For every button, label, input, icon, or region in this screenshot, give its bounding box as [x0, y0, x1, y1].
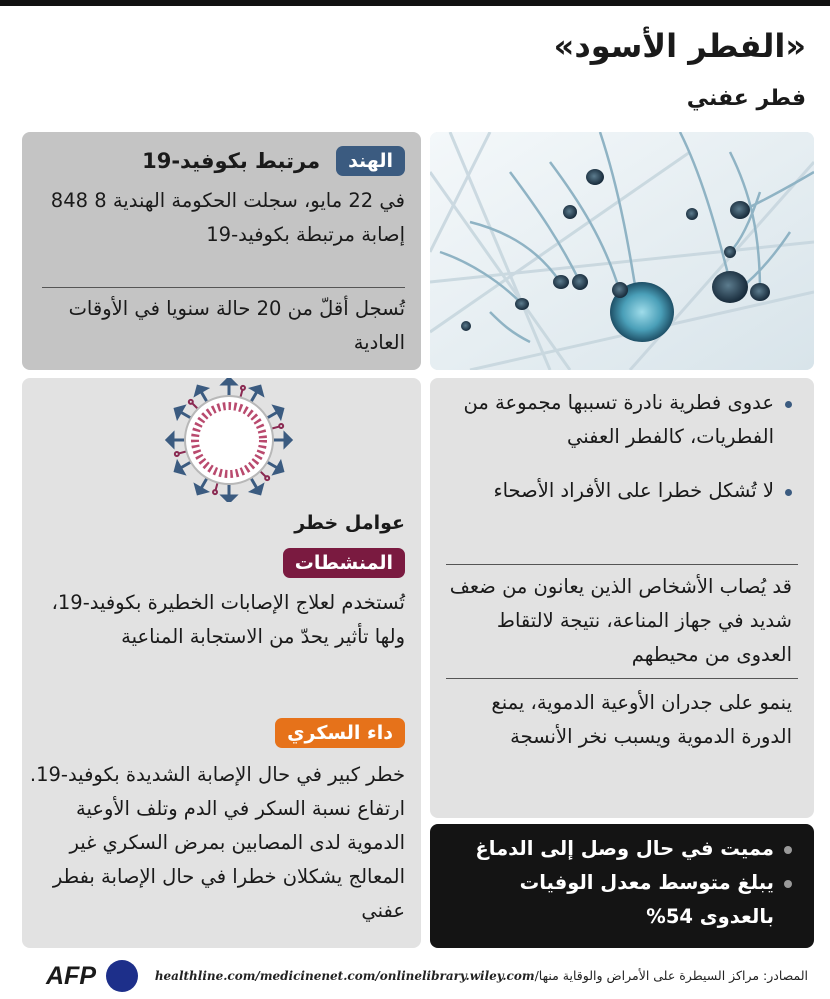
india-text-normal: تُسجل أقلّ من 20 حالة سنويا في الأوقات العادية	[68, 297, 405, 354]
top-rule	[0, 0, 830, 6]
sources-label: المصادر: مراكز السيطرة على الأمراض والوقاية منها/	[534, 968, 808, 983]
facts-divider-1	[446, 564, 798, 565]
facts-panel	[430, 378, 814, 818]
sources-line	[148, 966, 808, 986]
coronavirus-icon	[154, 378, 304, 502]
india-text-cases: في 22 مايو، سجلت الحكومة الهندية 8 848 إصابة مرتبطة بكوفيد-19	[50, 189, 405, 246]
india-heading: مرتبط بكوفيد-19	[142, 149, 321, 173]
fungus-spores-illustration	[430, 132, 814, 370]
page-subtitle: فطر عفني	[686, 86, 806, 111]
page-title: «الفطر الأسود»	[553, 27, 806, 65]
india-header	[142, 146, 405, 176]
facts-divider-2	[446, 678, 798, 679]
fatality-brain: مميت في حال وصل إلى الدماغ	[442, 832, 792, 866]
steroids-tag: المنشطات	[283, 548, 405, 578]
sources-urls: healthline.com/medicinenet.com/onlinelibrary.wiley.com	[154, 969, 535, 983]
fact-weak-immunity: قد يُصاب الأشخاص الذين يعانون من ضعف شديد في جهاز المناعة، نتيجة لالتقاط العدوى من محيطهم	[449, 575, 792, 666]
risk-factors-panel	[22, 378, 421, 948]
fatality-rate: يبلغ متوسط معدل الوفيات بالعدوى 54%	[442, 866, 792, 934]
fatality-list	[442, 832, 792, 934]
steroids-text: تُستخدم لعلاج الإصابات الخطيرة بكوفيد-19، ولها تأثير يحدّ من الاستجابة المناعية	[51, 591, 405, 648]
footer	[0, 952, 830, 999]
india-divider	[42, 287, 405, 288]
india-panel	[22, 132, 421, 370]
fungus-illustration	[430, 132, 814, 370]
fatality-panel	[430, 824, 814, 948]
fact-blood-vessels: ينمو على جدران الأوعية الدموية، يمنع الدورة الدموية ويسبب نخر الأنسجة	[491, 691, 792, 748]
risk-factors-title: عوامل خطر	[294, 512, 405, 534]
fact-bullet-rare-infection: عدوى فطرية نادرة تسببها مجموعة من الفطريات، كالفطر العفني	[442, 386, 792, 454]
fact-bullet-healthy-safe: لا تُشكل خطرا على الأفراد الأصحاء	[442, 474, 792, 508]
facts-bullets	[442, 386, 792, 508]
india-tag: الهند	[336, 146, 405, 176]
afp-logo-dot	[106, 960, 138, 992]
diabetes-text: خطر كبير في حال الإصابة الشديدة بكوفيد-19. ارتفاع نسبة السكر في الدم وتلف الأوعية الدموية لدى المصابين بمرض السكري غير المعالج يشكلان خطرا في حال الإصابة بفطر عفني	[29, 763, 405, 922]
diabetes-tag: داء السكري	[275, 718, 405, 748]
afp-logo: AFP	[46, 962, 96, 990]
